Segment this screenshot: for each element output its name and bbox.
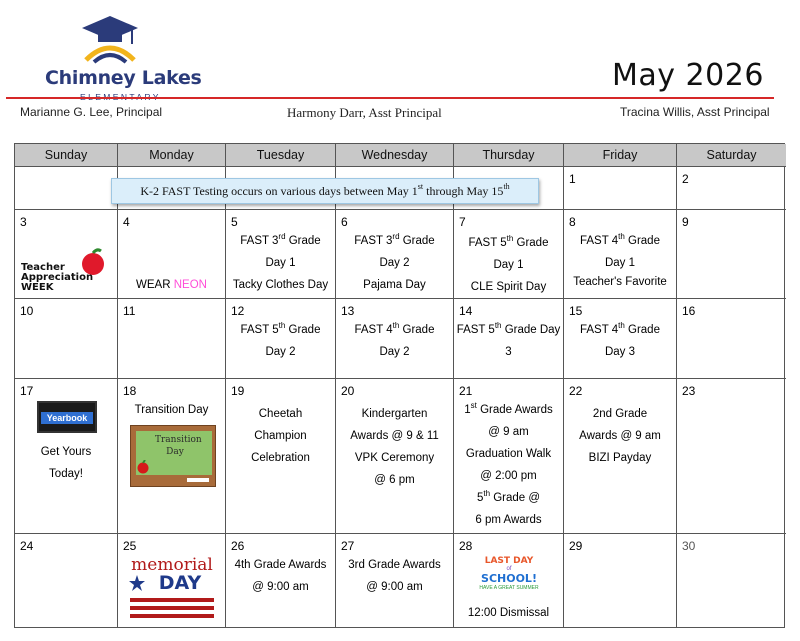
event-text: FAST 5th Grade Day	[456, 321, 561, 336]
calendar-cell-may-22	[564, 379, 677, 534]
date-number: 8	[569, 215, 576, 229]
date-number: 9	[682, 215, 689, 229]
day-header-thursday: Thursday	[454, 144, 564, 167]
of-text: of	[506, 566, 512, 572]
apple-icon	[136, 460, 150, 474]
teacher-appreciation-image	[21, 248, 113, 292]
calendar-cell	[15, 167, 118, 210]
event-text: Day 3	[604, 346, 636, 358]
calendar-cell-may-30	[677, 534, 786, 627]
last-day-of-school-image	[476, 556, 542, 600]
graduation-cap-icon	[80, 14, 140, 64]
event-text: 6 pm Awards	[475, 514, 542, 526]
header-divider	[6, 97, 774, 99]
date-number: 25	[123, 539, 137, 553]
event-text: FAST 4th Grade	[580, 232, 660, 247]
event-text: FAST 3rd Grade	[354, 232, 435, 247]
date-number: 23	[682, 384, 696, 398]
event-text: Teacher's Favorite	[573, 276, 667, 288]
calendar-cell-may-15	[564, 299, 677, 379]
date-number: 28	[459, 539, 473, 553]
calendar-cell-may-23	[677, 379, 786, 534]
date-number: 16	[682, 304, 696, 318]
event-text: FAST 5th Grade	[468, 234, 549, 249]
date-number: 14	[459, 304, 473, 318]
event-text: 12:00 Dismissal	[467, 607, 550, 619]
event-text: VPK Ceremony	[354, 452, 435, 464]
date-number: 15	[569, 304, 583, 318]
event-text: Day 2	[265, 346, 296, 358]
date-number: 19	[231, 384, 245, 398]
calendar-cell-may-19	[226, 379, 336, 534]
date-number: 17	[20, 384, 34, 398]
day-text: DAY	[158, 572, 202, 594]
event-text: @ 9:00 am	[252, 581, 309, 593]
calendar-cell-may-25	[118, 534, 226, 627]
event-text: Day 2	[379, 257, 410, 269]
testing-banner: K-2 FAST Testing occurs on various days between May 1st through May 15th	[111, 178, 539, 204]
event-text: Graduation Walk	[465, 448, 552, 460]
event-text: @ 9:00 am	[366, 581, 423, 593]
event-text: 4th Grade Awards	[234, 559, 327, 571]
date-number: 30	[682, 539, 696, 553]
asst-principal-1: Harmony Darr, Asst Principal	[287, 105, 442, 120]
event-text: Day 1	[604, 257, 636, 269]
day-header-sunday: Sunday	[15, 144, 118, 167]
event-text: FAST 5th Grade	[240, 321, 321, 336]
asst-principal-2: Tracina Willis, Asst Principal	[620, 105, 770, 119]
calendar-cell-may-9	[677, 210, 786, 299]
date-number: 2	[682, 172, 689, 186]
day-header-friday: Friday	[564, 144, 677, 167]
calendar-cell-may-11	[118, 299, 226, 379]
event-text: FAST 3rd Grade	[240, 232, 321, 247]
principal-name: Marianne G. Lee, Principal	[20, 105, 163, 119]
great-summer-text: HAVE A GREAT SUMMER	[479, 585, 539, 591]
calendar-cell-may-1	[564, 167, 677, 210]
event-text: Get Yours	[40, 446, 92, 458]
day-header-monday: Monday	[118, 144, 226, 167]
day-header-tuesday: Tuesday	[226, 144, 336, 167]
calendar-cell-may-18	[118, 379, 226, 534]
chalkboard-image	[130, 425, 216, 487]
day-header-wednesday: Wednesday	[336, 144, 454, 167]
event-text: Kindergarten	[361, 408, 428, 420]
calendar-cell-may-7	[454, 210, 564, 299]
event-text: 3rd Grade Awards	[348, 559, 441, 571]
calendar-grid	[14, 143, 785, 628]
yearbook-text: Yearbook	[41, 412, 93, 424]
date-number: 10	[20, 304, 34, 318]
date-number: 3	[20, 215, 27, 229]
date-number: 6	[341, 215, 348, 229]
calendar-cell-may-3	[15, 210, 118, 299]
calendar-cell-may-13	[336, 299, 454, 379]
event-text: 2nd Grade	[592, 408, 648, 420]
event-text: Tacky Clothes Day	[232, 279, 329, 291]
event-text: Celebration	[251, 452, 310, 464]
date-number: 22	[569, 384, 583, 398]
event-text: FAST 4th Grade	[354, 321, 435, 336]
date-number: 24	[20, 539, 34, 553]
event-text: Champion	[254, 430, 307, 442]
date-number: 29	[569, 539, 583, 553]
event-text: Pajama Day	[363, 279, 426, 291]
date-number: 4	[123, 215, 130, 229]
calendar-cell-may-20	[336, 379, 454, 534]
event-text: CLE Spirit Day	[470, 281, 547, 293]
calendar-cell-may-21	[454, 379, 564, 534]
calendar-cell-may-16	[677, 299, 786, 379]
calendar-cell-may-29	[564, 534, 677, 627]
teacher-appreciation-text: Teacher Appreciation WEEK	[21, 262, 94, 293]
calendar-cell-may-5	[226, 210, 336, 299]
calendar-cell-may-14	[454, 299, 564, 379]
date-number: 18	[123, 384, 137, 398]
event-text: Transition Day	[134, 404, 209, 416]
date-number: 12	[231, 304, 245, 318]
date-number: 26	[231, 539, 245, 553]
month-title: May 2026	[612, 58, 764, 93]
chalkboard-text: Transition Day	[155, 435, 202, 457]
calendar-cell-may-28	[454, 534, 564, 627]
event-text: @ 2:00 pm	[480, 470, 537, 482]
date-number: 5	[231, 215, 238, 229]
calendar-cell-may-17	[15, 379, 118, 534]
date-number: 7	[459, 215, 466, 229]
school-name: Chimney Lakes	[45, 67, 202, 89]
calendar-cell-may-8	[564, 210, 677, 299]
date-number: 11	[123, 304, 136, 318]
yearbook-image	[37, 401, 97, 433]
date-number: 1	[569, 172, 576, 186]
calendar-cell-may-26	[226, 534, 336, 627]
calendar-cell-may-24	[15, 534, 118, 627]
date-number: 21	[459, 384, 473, 398]
calendar-cell-may-12	[226, 299, 336, 379]
day-header-saturday: Saturday	[677, 144, 786, 167]
event-text: WEAR NEON	[136, 279, 207, 291]
event-text: FAST 4th Grade	[580, 321, 660, 336]
event-text: Today!	[49, 468, 83, 480]
event-text: Day 1	[265, 257, 296, 269]
event-text: Cheetah	[258, 408, 303, 420]
event-text: Day 1	[493, 259, 524, 271]
event-text: 5th Grade @	[476, 489, 541, 504]
school-logo	[40, 14, 202, 104]
star-icon	[128, 574, 146, 592]
event-text: Awards @ 9 am	[579, 430, 661, 442]
date-number: 13	[341, 304, 355, 318]
chalk-icon	[187, 478, 209, 482]
event-text: 1st Grade Awards	[464, 401, 553, 416]
calendar-cell-may-2	[677, 167, 786, 210]
event-text: Awards @ 9 & 11	[350, 430, 439, 442]
date-number: 20	[341, 384, 355, 398]
calendar-cell-may-10	[15, 299, 118, 379]
memorial-text: memorial	[131, 555, 213, 575]
calendar-cell-may-6	[336, 210, 454, 299]
event-text: 3	[505, 346, 512, 358]
event-text: @ 6 pm	[374, 474, 415, 486]
school-text: SCHOOL!	[481, 572, 537, 585]
memorial-day-image	[126, 556, 218, 620]
calendar-cell-may-4	[118, 210, 226, 299]
date-number: 27	[341, 539, 355, 553]
last-day-text: LAST DAY	[484, 556, 534, 566]
event-text: @ 9 am	[488, 426, 529, 438]
event-text: Day 2	[379, 346, 410, 358]
calendar-cell-may-27	[336, 534, 454, 627]
event-text: BIZI Payday	[588, 452, 652, 464]
